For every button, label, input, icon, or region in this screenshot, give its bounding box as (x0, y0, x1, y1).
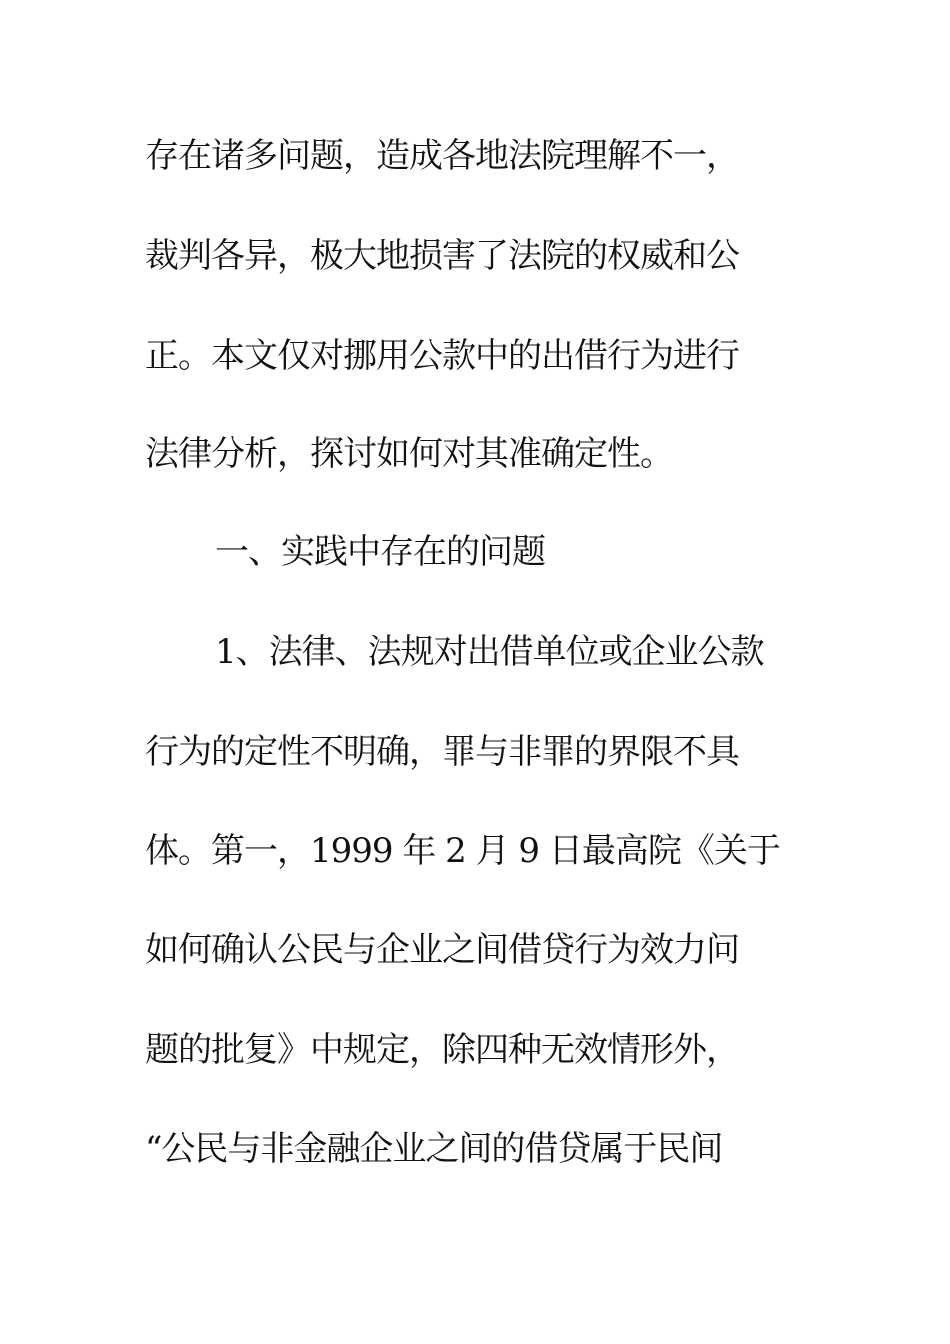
body-text-line: 行为的定性不明确，罪与非罪的界限不具 (145, 732, 739, 772)
section-heading: 一、实践中存在的问题 (215, 532, 545, 572)
body-text-line: “公民与非金融企业之间的借贷属于民间 (145, 1129, 723, 1169)
body-text-line: 体。第一，1999 年 2 月 9 日最高院《关于 (145, 831, 780, 871)
body-text-line: 正。本文仅对挪用公款中的出借行为进行 (145, 336, 739, 376)
body-text-line: 题的批复》中规定，除四种无效情形外， (145, 1030, 739, 1070)
body-text-line: 法律分析，探讨如何对其准确定性。 (145, 434, 673, 474)
body-text-line: 裁判各异，极大地损害了法院的权威和公 (145, 236, 739, 276)
body-text-line: 存在诸多问题，造成各地法院理解不一， (145, 136, 739, 176)
body-text-line: 如何确认公民与企业之间借贷行为效力问 (145, 930, 739, 970)
body-text-line: 1、法律、法规对出借单位或企业公款 (215, 632, 764, 672)
